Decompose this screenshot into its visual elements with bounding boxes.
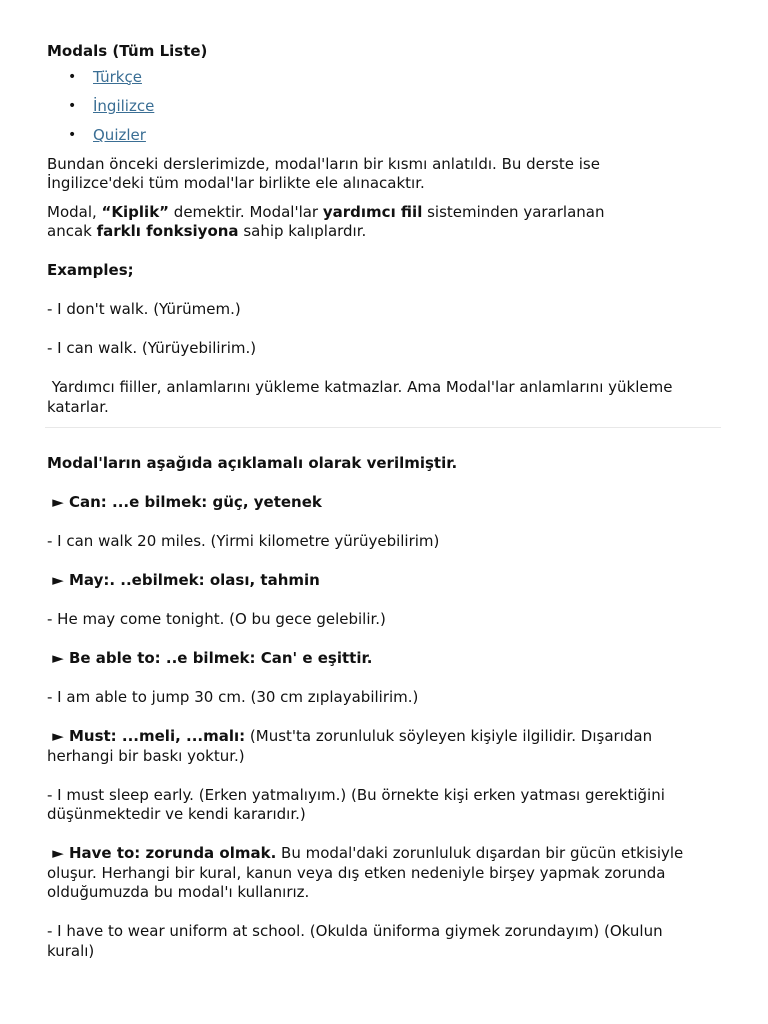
modal-heading-must: [47, 727, 722, 766]
link-ingilizce[interactable]: İngilizce: [93, 96, 155, 115]
intro-paragraph: [47, 155, 722, 194]
definition-bold-farkli-fonksiyona: farklı fonksiyona: [96, 222, 239, 241]
definition-text: sisteminden yararlanan: [422, 202, 605, 221]
note-paragraph: [47, 378, 722, 417]
modal-heading-can: ► Can: ...e bilmek: güç, yetenek: [47, 493, 322, 512]
link-item-turkce: [68, 68, 722, 97]
modal-have-to-example-line: - I have to wear uniform at school. (Okulda üniforma giymek zorundayım) (Okulun: [47, 922, 663, 941]
bullet-icon: •: [68, 68, 77, 85]
link-item-quizler: [68, 126, 722, 155]
modal-must-title: ► Must: ...meli, ...malı:: [47, 727, 246, 746]
modal-example-can: - I can walk 20 miles. (Yirmi kilometre yürüyebilirim): [47, 532, 440, 551]
modal-have-to-title: ► Have to: zorunda olmak.: [47, 844, 277, 863]
modal-heading-may: ► May:. ..ebilmek: olası, tahmin: [47, 571, 320, 590]
modal-must-example-line: - I must sleep early. (Erken yatmalıyım.) (Bu örnekte kişi erken yatması gerektiğini: [47, 785, 665, 804]
modal-example-may: - He may come tonight. (O bu gece gelebilir.): [47, 610, 386, 629]
modal-must-description: herhangi bir baskı yoktur.): [47, 746, 245, 765]
definition-text: ancak: [47, 222, 97, 241]
bullet-icon: •: [68, 127, 77, 144]
intro-line-2: İngilizce'deki tüm modal'lar birlikte ele alınacaktır.: [47, 174, 425, 193]
link-quizler[interactable]: Quizler: [93, 126, 146, 145]
example-line: - I don't walk. (Yürümem.): [47, 300, 241, 319]
definition-bold-kiplik: “Kiplik”: [101, 202, 170, 221]
modal-list-heading: Modal'ların aşağıda açıklamalı olarak verilmiştir.: [47, 454, 458, 473]
modal-heading-be-able-to: ► Be able to: ..e bilmek: Can' e eşittir.: [47, 649, 373, 668]
definition-text: sahip kalıplardır.: [238, 222, 367, 241]
note-line-2: katarlar.: [47, 397, 109, 416]
bullet-icon: •: [68, 97, 77, 114]
modal-example-have-to: [47, 922, 722, 961]
modal-have-to-description: oluşur. Herhangi bir kural, kanun veya dış etken nedeniyle birşey yapmak zorunda: [47, 863, 666, 882]
definition-text: Modal,: [47, 202, 102, 221]
modal-must-example-line: düşünmektedir ve kendi kararıdır.): [47, 805, 306, 824]
definition-text: demektir. Modal'lar: [169, 202, 323, 221]
link-turkce[interactable]: Türkçe: [93, 67, 142, 86]
examples-heading: Examples;: [47, 261, 134, 280]
definition-paragraph: [47, 203, 722, 242]
link-item-ingilizce: [68, 97, 722, 126]
modal-have-to-example-line: kuralı): [47, 941, 95, 960]
modal-have-to-description: Bu modal'daki zorunluluk dışardan bir gücün etkisiyle: [276, 844, 684, 863]
modal-must-description: (Must'ta zorunluluk söyleyen kişiyle ilgilidir. Dışarıdan: [245, 727, 653, 746]
page-title: Modals (Tüm Liste): [47, 42, 208, 60]
definition-bold-yardimci-fiil: yardımcı fiil: [322, 202, 423, 221]
modal-heading-have-to: [47, 844, 722, 903]
example-line: - I can walk. (Yürüyebilirim.): [47, 339, 257, 358]
intro-line-1: Bundan önceki derslerimizde, modal'ların bir kısmı anlatıldı. Bu derste ise: [47, 154, 600, 173]
section-divider: [45, 427, 721, 428]
note-line-1: Yardımcı fiiller, anlamlarını yükleme katmazlar. Ama Modal'lar anlamlarını yükleme: [47, 378, 673, 397]
modal-example-be-able-to: - I am able to jump 30 cm. (30 cm zıplayabilirim.): [47, 688, 419, 707]
modal-example-must: [47, 786, 722, 825]
language-links: [47, 68, 722, 156]
modal-have-to-description: olduğumuzda bu modal'ı kullanırız.: [47, 883, 310, 902]
